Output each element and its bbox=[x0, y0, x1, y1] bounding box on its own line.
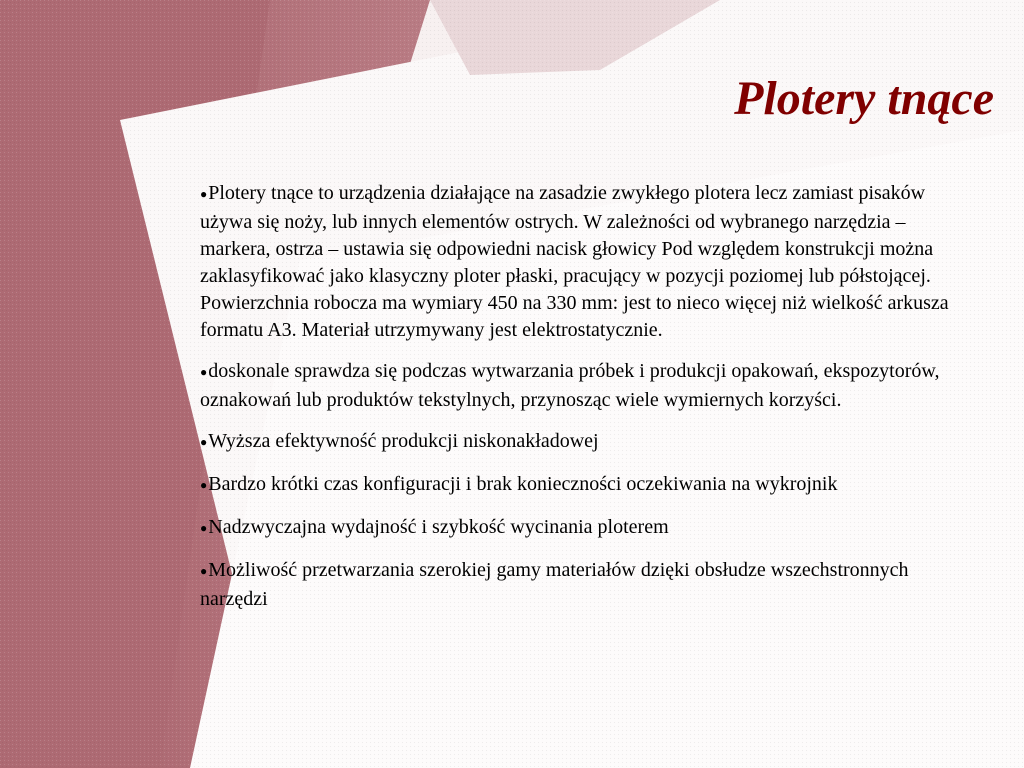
bullet-item bbox=[200, 180, 980, 344]
bullet-text: Wyższa efektywność produkcji niskonakładowej bbox=[208, 430, 599, 452]
bullet-item bbox=[200, 514, 980, 543]
bullet-text: Plotery tnące to urządzenia działające na zasadzie zwykłego plotera lecz zamiast pisaków używa się noży, lub innych elementów ostrych. W zależności od wybranego narzędzia – markera, ostrza – ustawia się odpowiedni nacisk głowicy Pod względem konstrukcji można zaklasyfikować jako klasyczny ploter płaski, pracujący w pozycji poziomej lub półstojącej. Powierzchnia robocza ma wymiary 450 na 330 mm: jest to nieco więcej niż wielkość arkusza formatu A3. Materiał utrzymywany jest elektrostatycznie. bbox=[200, 182, 949, 341]
bullet-dot-icon: ● bbox=[200, 478, 208, 492]
bullet-item bbox=[200, 557, 980, 613]
bullet-text: Nadzwyczajna wydajność i szybkość wycinania ploterem bbox=[208, 516, 669, 538]
bullet-list bbox=[200, 180, 980, 627]
bullet-text: Możliwość przetwarzania szerokiej gamy materiałów dzięki obsłudze wszechstronnych narzędzi bbox=[200, 559, 909, 610]
bullet-dot-icon: ● bbox=[200, 365, 208, 379]
bullet-item bbox=[200, 358, 980, 414]
bullet-dot-icon: ● bbox=[200, 564, 208, 578]
bullet-dot-icon: ● bbox=[200, 435, 208, 449]
bullet-dot-icon: ● bbox=[200, 521, 208, 535]
bullet-text: doskonale sprawdza się podczas wytwarzania próbek i produkcji opakowań, ekspozytorów, oznakowań lub produktów tekstylnych, przynosząc wiele wymiernych korzyści. bbox=[200, 360, 940, 411]
bullet-text: Bardzo krótki czas konfiguracji i brak konieczności oczekiwania na wykrojnik bbox=[208, 473, 838, 495]
slide-title: Plotery tnące bbox=[734, 72, 994, 125]
bullet-item bbox=[200, 471, 980, 500]
bullet-dot-icon: ● bbox=[200, 187, 208, 201]
bullet-item bbox=[200, 428, 980, 457]
